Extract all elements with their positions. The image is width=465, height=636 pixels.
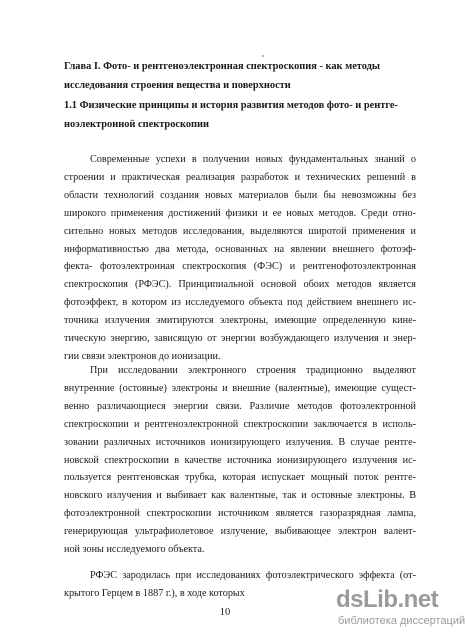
text-line: широкого применения достижений физики и ее новых методов. Среди отно- xyxy=(64,207,416,219)
section-heading-line-1: 1.1 Физические принципы и история развития методов фото- и рентге- xyxy=(64,100,398,111)
text-line: спектроскопии и рентгеноэлектронной спектроскопии заключается в исполь- xyxy=(64,418,416,430)
text-line: фотоэффект, в котором из исследуемого объекта под действием внешнего ис- xyxy=(64,297,416,309)
text-line: крытого Герцем в 1887 г.), в ходе которых xyxy=(64,587,245,599)
text-line: фекта- фотоэлектронная спектроскопия (ФЭС) и рентгенофотоэлектронная xyxy=(64,261,416,273)
watermark-subtitle: библиотека диссертаций xyxy=(338,615,465,627)
text-line: спектроскопия (РФЭС). Принципиальной основой обоих методов является xyxy=(64,279,416,291)
text-line: новской спектроскопии в качестве источника ионизирующего излучения ис- xyxy=(64,454,416,466)
text-line: пользуется рентгеновская трубка, которая испускает мощный поток рентге- xyxy=(64,472,416,484)
text-line: При исследовании электронного строения традиционно выделяют xyxy=(90,365,416,376)
page-number: 10 xyxy=(219,607,231,618)
text-line: гии связи электронов до ионизации. xyxy=(64,350,221,362)
text-line: венно различающиеся энергии связи. Различие методов фотоэлектронной xyxy=(64,400,416,412)
text-line: новского излучения и выбивает как валентные, так и остовные электроны. В xyxy=(64,490,416,502)
text-line: области технологий создания новых материалов были бы невозможны без xyxy=(64,189,416,201)
text-line: строении и практическая реализация разработок и технических решений в xyxy=(64,171,416,183)
text-line: фотоэлектронной спектроскопии источником является газоразрядная лампа, xyxy=(64,508,416,520)
scan-dot xyxy=(262,55,264,57)
text-line: точника излучения эмитируются электроны, имеющие определенную кине- xyxy=(64,315,416,327)
text-line: информативностью два метода, основанных на явлении внешнего фотоэф- xyxy=(64,243,416,255)
text-line: РФЭС зародилась при исследованиях фотоэлектрического эффекта (от- xyxy=(90,570,416,581)
chapter-heading-line-1: Глава I. Фото- и рентгеноэлектронная спектроскопия - как методы xyxy=(64,61,381,72)
watermark-logo: dsLib.net xyxy=(336,586,439,613)
text-line: Современные успехи в получении новых фундаментальных знаний о xyxy=(90,154,416,165)
section-heading-line-2: ноэлектронной спектроскопии xyxy=(64,119,210,130)
text-line: зовании различных источников ионизирующего излучения. В случае рентге- xyxy=(64,436,416,448)
chapter-heading-line-2: исследования строения вещества и поверхности xyxy=(64,80,291,91)
text-line: внутренние (остовные) электроны и внешние (валентные), имеющие сущест- xyxy=(64,382,416,394)
text-line: ной зоны исследуемого объекта. xyxy=(64,544,205,555)
text-line: сительно новых методов исследования, выделяются широтой применения и xyxy=(64,225,416,237)
text-line: тическую энергию, зависящую от энергии возбуждающего излучения и энер- xyxy=(64,333,416,344)
text-line: генерирующая ультрафиолетовое излучение, выбивающее электрон валент- xyxy=(64,526,416,538)
